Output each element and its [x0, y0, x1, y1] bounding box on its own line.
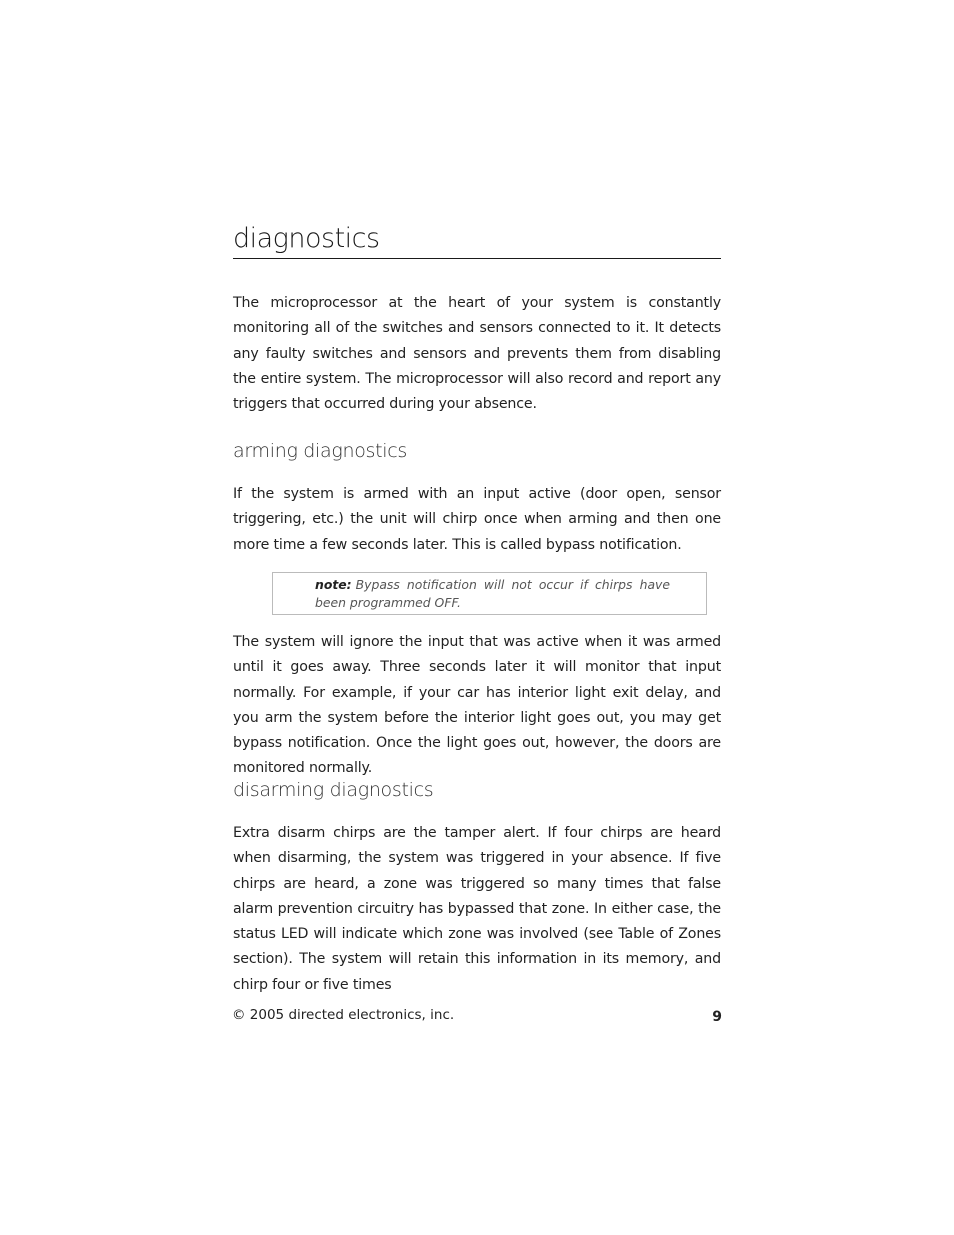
note-content [315, 576, 670, 612]
intro-paragraph: The microprocessor at the heart of your system is constantly monitoring all of the switches and sensors connected to it. It detects any faulty switches and sensors and prevents them from disabling the entire system. The microprocessor will also record and report any triggers that occurred during your absence. [233, 295, 721, 413]
note-box [272, 572, 707, 615]
disarming-paragraph-1: Extra disarm chirps are the tamper alert. If four chirps are heard when disarming, the system was triggered in your absence. If five chirps are heard, a zone was triggered so many times that false alarm prevention circuitry has bypassed that zone. In either case, the status LED will indicate which zone was involved (see Table of Zones section). The system will retain this information in its memory, and chirp four or five times [233, 825, 721, 993]
arming-paragraph-2: The system will ignore the input that was active when it was armed until it goes away. Three seconds later it will monitor that input normally. For example, if your car has interior light exit delay, and you arm the system before the interior light goes out, you may get bypass notification. Once the light goes out, however, the doors are monitored normally. [233, 634, 721, 777]
note-text: Bypass notification will not occur if chirps have been programmed OFF. [315, 577, 670, 610]
page-number: 9 [712, 1009, 722, 1025]
note-label: note: [315, 577, 352, 592]
arming-diagnostics-heading: arming diagnostics [233, 440, 408, 462]
arming-paragraph-1: If the system is armed with an input active (door open, sensor triggering, etc.) the unit will chirp once when arming and then one more time a few seconds later. This is called bypass notification. [233, 486, 721, 553]
page-title: diagnostics [233, 222, 721, 259]
disarming-diagnostics-heading: disarming diagnostics [233, 779, 434, 801]
footer-copyright: © 2005 directed electronics, inc. [232, 1007, 455, 1023]
